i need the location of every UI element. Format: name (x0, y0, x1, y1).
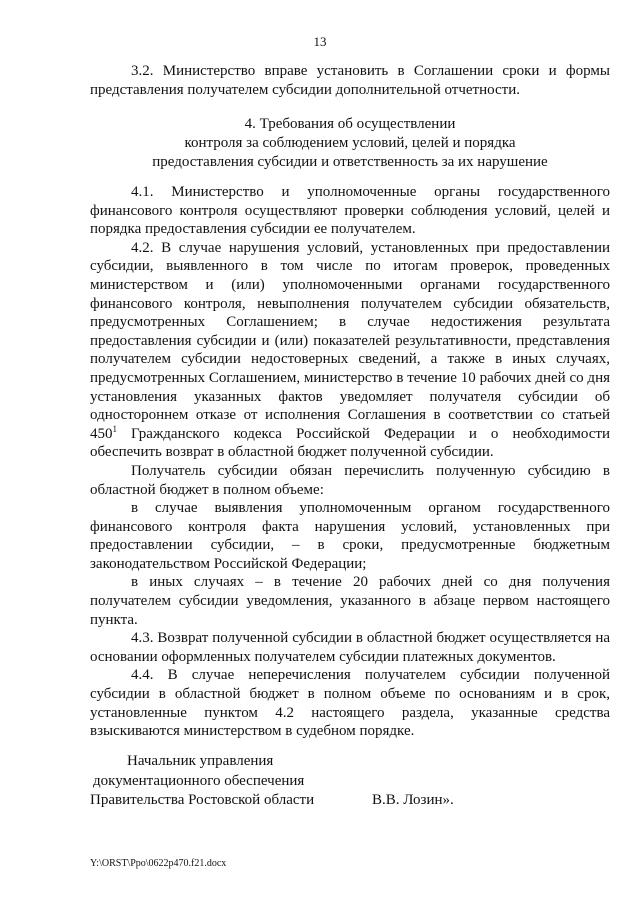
heading-line-2: контроля за соблюдением условий, целей и порядка (184, 135, 516, 151)
paragraph-4-3: 4.3. Возврат полученной субсидии в областной бюджет осуществляется на основании оформленных получателем субсидии платежных документов. (90, 630, 610, 665)
signer-title-line-3-text: Правительства Ростовской области (90, 792, 315, 808)
heading-line-3: предоставления субсидии и ответственность за их нарушение (152, 154, 548, 170)
signer-title-line-2: документационного обеспечения (93, 772, 305, 789)
file-path-footer: Y:\ORST\Ppo\0622p470.f21.docx (90, 858, 227, 869)
paragraph-3-2: 3.2. Министерство вправе установить в Соглашении сроки и формы представления получателем субсидии дополнительной отчетности. (90, 63, 610, 98)
paragraph-4-2-text: 4.2. В случае нарушения условий, установленных при предоставлении субсидии, выявленного в том числе по итогам проверок, проведенных министерством и (или) уполномоченными органами государственного финансового контроля, невыполнения получателем субсидии обязательств, предусмотренных Соглашением; в случае недостижения результата предоставления субсидии и (или) показателей результативности, представления получателем субсидии недостоверных сведений, а также в иных случаях, предусмотренных Соглашением, министерство в течение 10 рабочих дней со дня установления указанных фактов уведомляет получателя субсидии об одностороннем отказе от исполнения Соглашения в соответствии со статьей 450 (90, 239, 610, 442)
signer-title-line-1: Начальник управления (127, 753, 274, 769)
paragraph-4-1: 4.1. Министерство и уполномоченные органы государственного финансового контроля осуществляют проверки соблюдения условий, целей и порядка предоставления субсидии ее получателем. (90, 184, 610, 238)
section-4-heading (90, 115, 610, 172)
paragraph-case-violation: в случае выявления уполномоченным органом государственного финансового контроля факта нарушения условий, установленных при предоставлении субсидии, – в сроки, предусмотренные бюджетным законодательством Российской Федерации; (90, 500, 610, 572)
paragraph-4-4: 4.4. В случае неперечисления получателем субсидии полученной субсидии в областной бюджет в полном объеме по основаниям и в срок, установленные пунктом 4.2 настоящего раздела, указанные средства взыскиваются министерством в судебном порядке. (90, 667, 610, 740)
paragraph-4-2 (90, 239, 610, 462)
signer-title-line-3 (90, 791, 610, 811)
section-3-2 (90, 62, 610, 99)
signature-block (90, 752, 610, 811)
article-superscript: 1 (112, 423, 117, 434)
signer-name: В.В. Лозин». (372, 792, 454, 808)
heading-line-1: 4. Требования об осуществлении (244, 116, 456, 132)
page-number: 13 (313, 34, 327, 49)
paragraph-4-2-text-end: Гражданского кодекса Российской Федерации и о необходимости обеспечить возврат в областной бюджет полученной субсидии. (90, 425, 610, 461)
paragraph-recipient-obligation: Получатель субсидии обязан перечислить полученную субсидию в областной бюджет в полном объеме: (90, 462, 610, 498)
paragraph-case-other: в иных случаях – в течение 20 рабочих дней со дня получения получателем субсидии уведомления, указанного в абзаце первом настоящего пункта. (90, 574, 610, 628)
section-4-body (90, 183, 610, 741)
